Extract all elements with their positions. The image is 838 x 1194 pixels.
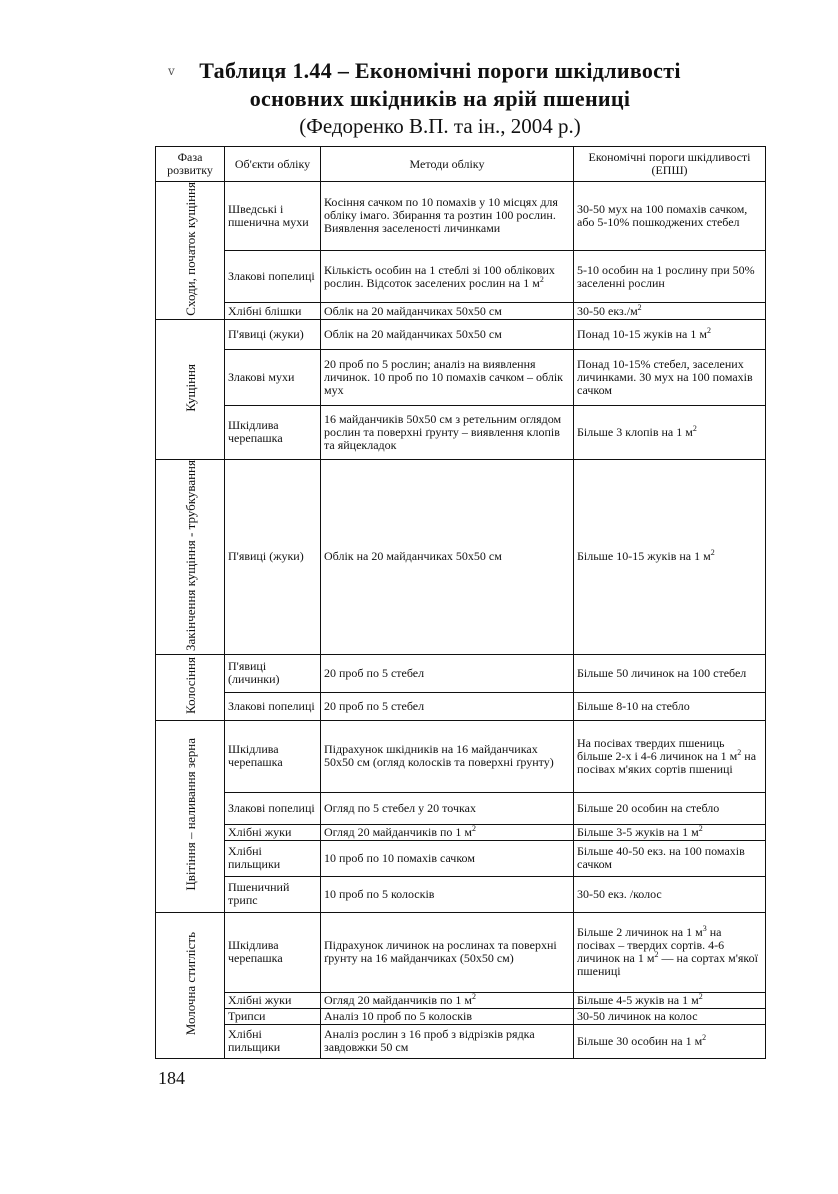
threshold-cell: Більше 40-50 екз. на 100 помахів сачком	[574, 840, 766, 876]
object-cell: П'явиці (жуки)	[225, 459, 321, 654]
threshold-cell: На посівах твердих пшениць більше 2-х і 4-6 личинок на 1 $м^2$ на посівах м'яких сортів пшениці	[574, 720, 766, 792]
object-cell: Хлібні пильщики	[225, 840, 321, 876]
method-cell: Огляд 20 майданчиків по 1 $м^2$	[321, 824, 574, 840]
threshold-cell: Понад 10-15 жуків на 1 $м^2$	[574, 319, 766, 349]
method-cell: Аналіз рослин з 16 проб з відрізків рядка завдовжки 50 см	[321, 1024, 574, 1058]
object-cell: Хлібні жуки	[225, 824, 321, 840]
method-cell: Огляд по 5 стебел у 20 точках	[321, 792, 574, 824]
threshold-cell: Понад 10-15% стебел, заселених личинками. 30 мух на 100 помахів сачком	[574, 349, 766, 405]
header-threshold: Економічні пороги шкідливості (ЕПШ)	[574, 147, 766, 182]
object-cell: Шкідлива черепашка	[225, 720, 321, 792]
threshold-cell: Більше 30 особин на 1 $м^2$	[574, 1024, 766, 1058]
phase-cell	[156, 912, 225, 1058]
table-row	[156, 792, 766, 824]
object-cell: Хлібні пильщики	[225, 1024, 321, 1058]
method-cell: Облік на 20 майданчиках 50х50 см	[321, 303, 574, 319]
table-row	[156, 912, 766, 992]
table-title: Таблиця 1.44 – Економічні пороги шкідливості	[199, 58, 681, 83]
object-cell: П'явиці (личинки)	[225, 654, 321, 692]
method-cell: Облік на 20 майданчиках 50х50 см	[321, 459, 574, 654]
phase-label: Сходи, початок кущіння	[182, 182, 198, 316]
threshold-cell: Більше 3 клопів на 1 $м^2$	[574, 405, 766, 459]
method-cell: Підрахунок личинок на рослинах та поверхні ґрунту на 16 майданчиках (50х50 см)	[321, 912, 574, 992]
table-row	[156, 1024, 766, 1058]
phase-cell	[156, 654, 225, 720]
table-row	[156, 992, 766, 1008]
table-row	[156, 824, 766, 840]
method-cell: 16 майданчиків 50х50 см з ретельним оглядом рослин та поверхні ґрунту – виявлення клопів та яйцекладок	[321, 405, 574, 459]
table-row	[156, 840, 766, 876]
object-cell: П'явиці (жуки)	[225, 319, 321, 349]
method-cell: Косіння сачком по 10 помахів у 10 місцях для обліку імаго. Збирання та розтин 100 рослин. Виявлення заселеності личинками	[321, 182, 574, 251]
phase-label: Закінчення кущіння - трубкування	[182, 459, 198, 651]
threshold-cell: Більше 20 особин на стебло	[574, 792, 766, 824]
threshold-cell: 30-50 екз. /колос	[574, 876, 766, 912]
scan-mark: ⅴ	[168, 64, 175, 78]
threshold-cell: Більше 3-5 жуків на 1 $м^2$	[574, 824, 766, 840]
threshold-cell: Більше 2 личинок на 1 $м^3$ на посівах – твердих сортів. 4-6 личинок на 1 $м^2$ — на сортах м'якої пшениці	[574, 912, 766, 992]
method-cell: Підрахунок шкідників на 16 майданчиках 50х50 см (огляд колосків та поверхні ґрунту)	[321, 720, 574, 792]
table-row	[156, 1008, 766, 1024]
phase-cell	[156, 720, 225, 912]
method-cell: Облік на 20 майданчиках 50х50 см	[321, 319, 574, 349]
pest-threshold-table	[155, 146, 766, 1059]
method-cell: 20 проб по 5 рослин; аналіз на виявлення личинок. 10 проб по 10 помахів сачком – облік мух	[321, 349, 574, 405]
method-cell: Аналіз 10 проб по 5 колосків	[321, 1008, 574, 1024]
object-cell: Хлібні блішки	[225, 303, 321, 319]
table-row	[156, 319, 766, 349]
method-cell: 20 проб по 5 стебел	[321, 654, 574, 692]
table-row	[156, 459, 766, 654]
table-source: (Федоренко В.П. та ін., 2004 р.)	[299, 114, 581, 138]
method-cell: 10 проб по 10 помахів сачком	[321, 840, 574, 876]
method-cell: Огляд 20 майданчиків по 1 $м^2$	[321, 992, 574, 1008]
table-row	[156, 720, 766, 792]
threshold-cell: Більше 10-15 жуків на 1 $м^2$	[574, 459, 766, 654]
phase-cell	[156, 319, 225, 459]
object-cell: Злакові попелиці	[225, 692, 321, 720]
threshold-cell: 5-10 особин на 1 рослину при 50% заселенні рослин	[574, 250, 766, 303]
object-cell: Злакові попелиці	[225, 250, 321, 303]
object-cell: Злакові попелиці	[225, 792, 321, 824]
header-phase: Фаза розвитку	[156, 147, 225, 182]
phase-cell	[156, 182, 225, 320]
phase-label: Кущіння	[182, 363, 198, 412]
phase-label: Молочна стиглість	[182, 932, 198, 1036]
table-row	[156, 876, 766, 912]
table-row	[156, 303, 766, 319]
table-row	[156, 250, 766, 303]
phase-cell	[156, 459, 225, 654]
table-body	[156, 182, 766, 1059]
threshold-cell: 30-50 мух на 100 помахів сачком, або 5-10% пошкоджених стебел	[574, 182, 766, 251]
table-subtitle: основних шкідників на ярій пшениці	[249, 86, 631, 111]
object-cell: Пшеничний трипс	[225, 876, 321, 912]
object-cell: Хлібні жуки	[225, 992, 321, 1008]
table-row	[156, 349, 766, 405]
object-cell: Шкідлива черепашка	[225, 405, 321, 459]
threshold-cell: 30-50 $екз./м^2$	[574, 303, 766, 319]
method-cell: Кількість особин на 1 стеблі зі 100 облікових рослин. Відсоток заселених рослин на 1 $м^2$	[321, 250, 574, 303]
object-cell: Трипси	[225, 1008, 321, 1024]
phase-label: Цвітіння – наливання зерна	[182, 738, 198, 891]
table-row	[156, 182, 766, 251]
table-row	[156, 692, 766, 720]
header-method: Методи обліку	[321, 147, 574, 182]
object-cell: Шведські і пшенична мухи	[225, 182, 321, 251]
threshold-cell: Більше 50 личинок на 100 стебел	[574, 654, 766, 692]
table-row	[156, 405, 766, 459]
threshold-cell: Більше 8-10 на стебло	[574, 692, 766, 720]
page-number: 184	[158, 1068, 185, 1088]
table-header-row	[156, 147, 766, 182]
object-cell: Шкідлива черепашка	[225, 912, 321, 992]
phase-label: Колосіння	[182, 657, 198, 715]
threshold-cell: 30-50 личинок на колос	[574, 1008, 766, 1024]
threshold-cell: Більше 4-5 жуків на 1 $м^2$	[574, 992, 766, 1008]
method-cell: 10 проб по 5 колосків	[321, 876, 574, 912]
method-cell: 20 проб по 5 стебел	[321, 692, 574, 720]
header-object: Об'єкти обліку	[225, 147, 321, 182]
table-row	[156, 654, 766, 692]
object-cell: Злакові мухи	[225, 349, 321, 405]
